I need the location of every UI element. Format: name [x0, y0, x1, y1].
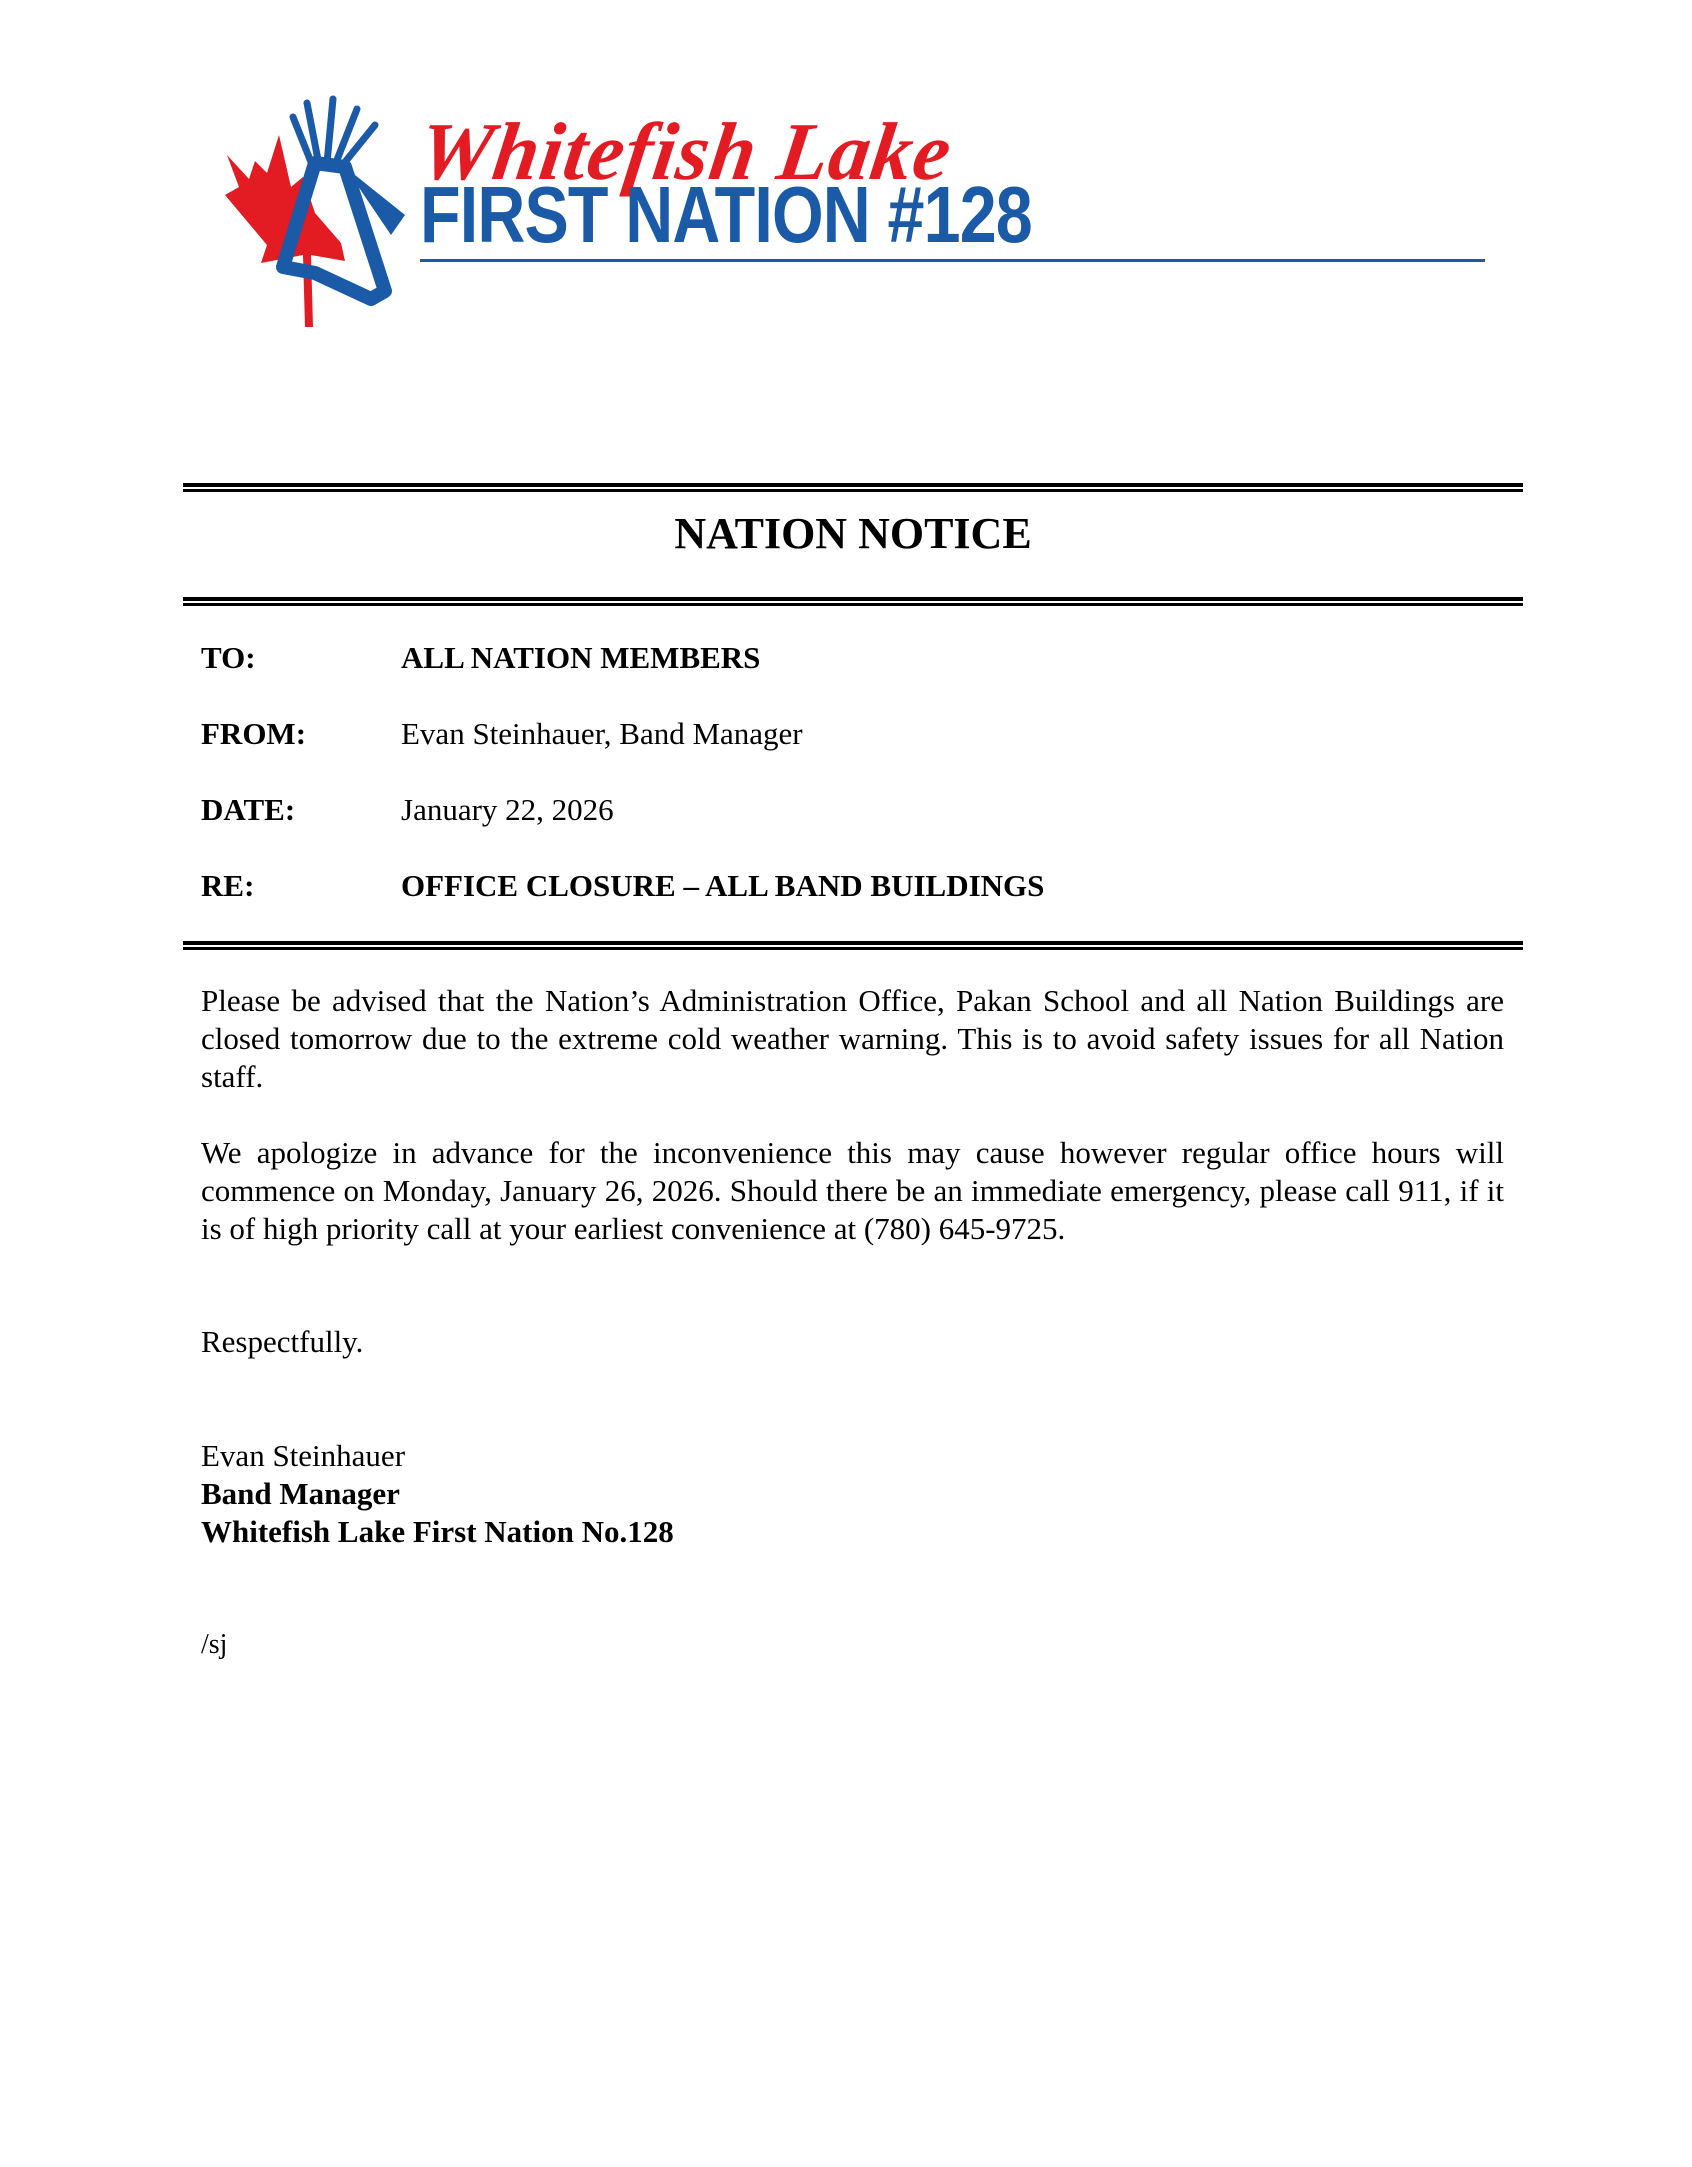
logo-main-text: FIRST NATION #128	[420, 170, 1032, 259]
signature-title: Band Manager	[201, 1476, 400, 1511]
memo-label-from: FROM:	[201, 716, 307, 751]
memo-value-from: Evan Steinhauer, Band Manager	[401, 716, 803, 751]
memo-value-to: ALL NATION MEMBERS	[401, 640, 761, 675]
memo-label-date: DATE:	[201, 792, 296, 827]
top-double-rule	[183, 483, 1523, 492]
body-paragraph: Please be advised that the Nation’s Administration Office, Pakan School and all Nation Buildings are closed tomorrow due to the extreme cold weather warning. This is to avoid safety issues for all Nation staff.	[201, 983, 1504, 1094]
typist-initials: /sj	[201, 1629, 228, 1660]
logo-underline	[420, 259, 1485, 262]
logo-script-text: Whitefish Lake	[413, 106, 958, 197]
header-bottom-double-rule	[183, 941, 1523, 950]
signature-name: Evan Steinhauer	[201, 1438, 406, 1473]
maple-leaf-tipi-icon	[195, 95, 425, 335]
body-paragraph: We apologize in advance for the inconvenience this may cause however regular office hours will commence on Monday, January 26, 2026. Should there be an immediate emergency, please call 911, if it is of high priority call at your earliest convenience at (780) 645-9725.	[201, 1135, 1504, 1246]
page-title: NATION NOTICE	[674, 509, 1032, 558]
title-double-rule	[183, 597, 1523, 606]
memo-value-date: January 22, 2026	[401, 792, 614, 827]
memo-value-re: OFFICE CLOSURE – ALL BAND BUILDINGS	[401, 868, 1045, 903]
organization-logo	[195, 95, 1035, 335]
signature-organization: Whitefish Lake First Nation No.128	[201, 1514, 674, 1549]
closing-text: Respectfully.	[201, 1324, 364, 1359]
memo-label-to: TO:	[201, 640, 256, 675]
memo-label-re: RE:	[201, 868, 255, 903]
